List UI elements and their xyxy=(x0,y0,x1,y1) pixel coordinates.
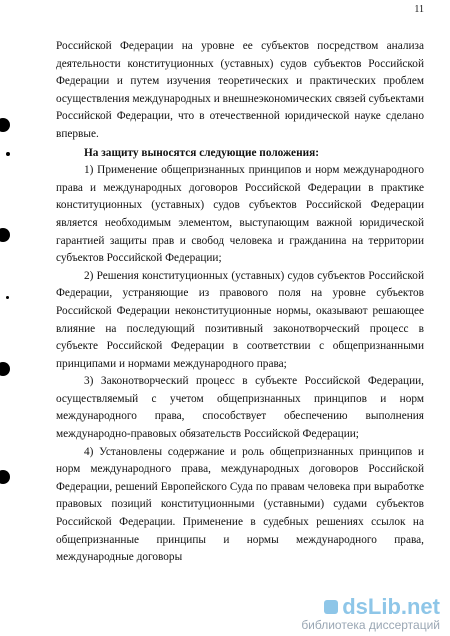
thesis-item-4: 4) Установлены содержание и роль общепризнанных принципов и норм международного права, международных договоров Российской Федерации, решений Европейского Суда по правам человека при выработке правовых позиций конституционными (уставными) судами субъектов Российской Федерации. Применение в судебных решениях ссылок на общепризнанные принципы и нормы международного права, международные договоры xyxy=(56,445,424,564)
watermark xyxy=(301,596,440,632)
thesis-item-1: 1) Применение общепризнанных принципов и норм международного права и международных договоров Российской Федерации в практике конституционных (уставных) судов субъектов Российской Федерации является необходимым элементом, выступающим важной юридической гарантией защиты прав и свобод человека и гражданина на территории субъектов Российской Федерации; xyxy=(56,164,424,265)
watermark-brand xyxy=(301,596,440,618)
binding-hole xyxy=(0,228,10,242)
binding-hole xyxy=(0,470,10,484)
dslib-logo-icon xyxy=(324,600,338,614)
binding-hole xyxy=(0,118,10,132)
paragraph-continuation: Российской Федерации на уровне ее субъектов посредством анализа деятельности конституционных (уставных) судов субъектов Российской Федерации и путем изучения теоретических и практических проблем осуществления международных и внешнеэкономических связей субъектами Российской Федерации, что в отечественной юридической науке сделано впервые. xyxy=(56,40,424,140)
thesis-item-2: 2) Решения конституционных (уставных) судов субъектов Российской Федерации, устраняющие из правового поля на уровне субъектов Российской Федерации неконституционные нормы, оказывают решающее влияние на последующий позитивный законотворческий процесс в субъекте Российской Федерации в соответствии с общепризнанными принципами и нормами международного права; xyxy=(56,269,424,370)
page-number: 11 xyxy=(414,4,424,15)
watermark-brand-text: dsLib.net xyxy=(342,594,440,619)
watermark-subtitle: библиотека диссертаций xyxy=(301,618,440,632)
binding-hole xyxy=(0,362,10,376)
section-heading: На защиту выносятся следующие положения: xyxy=(84,146,319,159)
document-body xyxy=(56,38,424,567)
binding-hole xyxy=(6,296,9,299)
binding-hole xyxy=(6,152,10,156)
thesis-item-3: 3) Законотворческий процесс в субъекте Российской Федерации, осуществляемый с учетом общепризнанных принципов и норм международного права, способствует обеспечению выполнения международно-правовых обязательств Российской Федерации; xyxy=(56,375,424,441)
